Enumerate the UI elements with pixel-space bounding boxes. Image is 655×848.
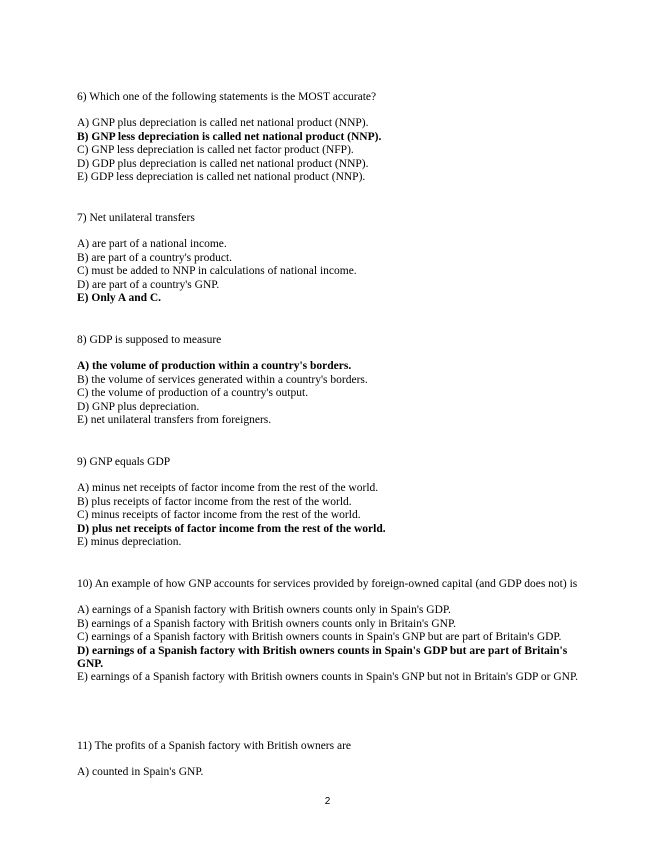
option-b: B) plus receipts of factor income from the rest of the world. (77, 495, 352, 508)
question-10 (77, 578, 587, 685)
question-text: 9) GNP equals GDP (77, 456, 171, 468)
option-a: A) are part of a national income. (77, 238, 227, 251)
option-a: A) minus net receipts of factor income from the rest of the world. (77, 482, 379, 495)
answer-options (77, 604, 587, 684)
page-number: 2 (324, 796, 331, 807)
question-text: 11) The profits of a Spanish factory with British owners are (77, 740, 352, 752)
option-a: A) GNP plus depreciation is called net national product (NNP). (77, 117, 369, 130)
answer-options (77, 766, 587, 779)
question-6 (77, 91, 587, 184)
answer-options (77, 482, 587, 549)
answer-options (77, 360, 587, 427)
option-d: D) are part of a country's GNP. (77, 278, 220, 291)
option-a: A) earnings of a Spanish factory with British owners counts only in Spain's GDP. (77, 604, 451, 617)
option-b-correct: B) GNP less depreciation is called net national product (NNP). (77, 130, 382, 143)
option-e: E) net unilateral transfers from foreigners. (77, 414, 272, 427)
question-8 (77, 334, 587, 427)
option-b: B) earnings of a Spanish factory with British owners counts only in Britain's GNP. (77, 617, 456, 630)
option-c: C) GNP less depreciation is called net factor product (NFP). (77, 144, 354, 157)
option-d-correct: D) plus net receipts of factor income from the rest of the world. (77, 522, 386, 535)
option-e: E) GDP less depreciation is called net national product (NNP). (77, 171, 366, 184)
answer-options (77, 117, 587, 184)
answer-options (77, 238, 587, 305)
option-b: B) are part of a country's product. (77, 251, 233, 264)
question-text: 6) Which one of the following statements is the MOST accurate? (77, 91, 377, 103)
option-c: C) must be added to NNP in calculations of national income. (77, 265, 357, 278)
question-9 (77, 456, 587, 549)
option-a-correct: A) the volume of production within a country's borders. (77, 360, 352, 373)
option-d-correct: D) earnings of a Spanish factory with British owners counts in Spain's GDP but are part of Britain's GNP. (77, 644, 568, 671)
question-7 (77, 212, 587, 305)
option-d: D) GNP plus depreciation. (77, 400, 200, 413)
question-text: 7) Net unilateral transfers (77, 212, 195, 224)
option-c: C) the volume of production of a country's output. (77, 387, 309, 400)
option-d: D) GDP plus depreciation is called net national product (NNP). (77, 157, 369, 170)
question-11 (77, 740, 587, 780)
option-e: E) minus depreciation. (77, 536, 182, 549)
option-e: E) earnings of a Spanish factory with British owners counts in Spain's GNP but not in Britain's GDP or GNP. (77, 671, 578, 684)
option-a: A) counted in Spain's GNP. (77, 766, 204, 779)
question-text: 8) GDP is supposed to measure (77, 334, 222, 346)
question-text: 10) An example of how GNP accounts for services provided by foreign-owned capital (and GDP does not) is (77, 578, 578, 590)
option-c: C) earnings of a Spanish factory with British owners counts in Spain's GNP but are part of Britain's GDP. (77, 631, 562, 644)
option-b: B) the volume of services generated within a country's borders. (77, 373, 368, 386)
option-c: C) minus receipts of factor income from the rest of the world. (77, 509, 361, 522)
option-e-correct: E) Only A and C. (77, 292, 162, 305)
